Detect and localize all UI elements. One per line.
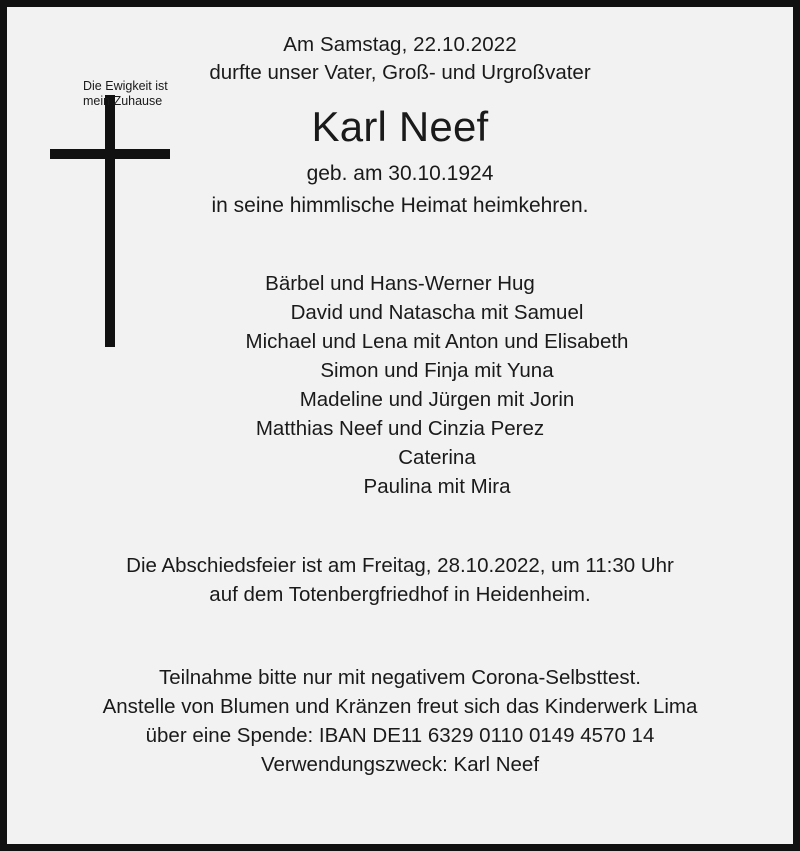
cross-vertical-bar	[105, 95, 115, 347]
list-item: Matthias Neef und Cinzia Perez	[255, 417, 545, 440]
list-item: Bärbel und Hans-Werner Hug	[265, 272, 535, 295]
additional-notes	[25, 663, 775, 779]
ceremony-line-1: Die Abschiedsfeier ist am Freitag, 28.10.2022, um 11:30 Uhr	[126, 554, 674, 577]
note-line-1: Teilnahme bitte nur mit negativem Corona-Selbsttest.	[159, 666, 641, 689]
list-item: Paulina mit Mira	[363, 475, 511, 498]
list-item: Simon und Finja mit Yuna	[320, 359, 554, 382]
list-item: Caterina	[398, 446, 476, 469]
note-line-2: Anstelle von Blumen und Kränzen freut sich das Kinderwerk Lima	[102, 695, 698, 718]
list-item: Madeline und Jürgen mit Jorin	[299, 388, 575, 411]
ceremony-details	[25, 551, 775, 609]
ceremony-line-2: auf dem Totenbergfriedhof in Heidenheim.	[209, 583, 591, 606]
lead-line-1: Am Samstag, 22.10.2022	[283, 33, 517, 56]
notice-content	[7, 7, 793, 844]
birth-date: geb. am 30.10.1924	[306, 162, 494, 185]
closing-lead-text: in seine himmlische Heimat heimkehren.	[211, 194, 589, 217]
cross-motto-text: Die Ewigkeit ist mein Zuhause	[83, 79, 168, 108]
cross-horizontal-bar	[50, 149, 170, 159]
list-item: Michael und Lena mit Anton und Elisabeth	[245, 330, 629, 353]
christian-cross-icon	[45, 95, 225, 355]
lead-line-2: durfte unser Vater, Groß- und Urgroßvater	[209, 61, 591, 84]
note-line-4: Verwendungszweck: Karl Neef	[260, 753, 540, 776]
deceased-name: Karl Neef	[311, 103, 489, 150]
list-item: David und Natascha mit Samuel	[290, 301, 584, 324]
note-line-3: über eine Spende: IBAN DE11 6329 0110 0149 4570 14	[145, 724, 655, 747]
